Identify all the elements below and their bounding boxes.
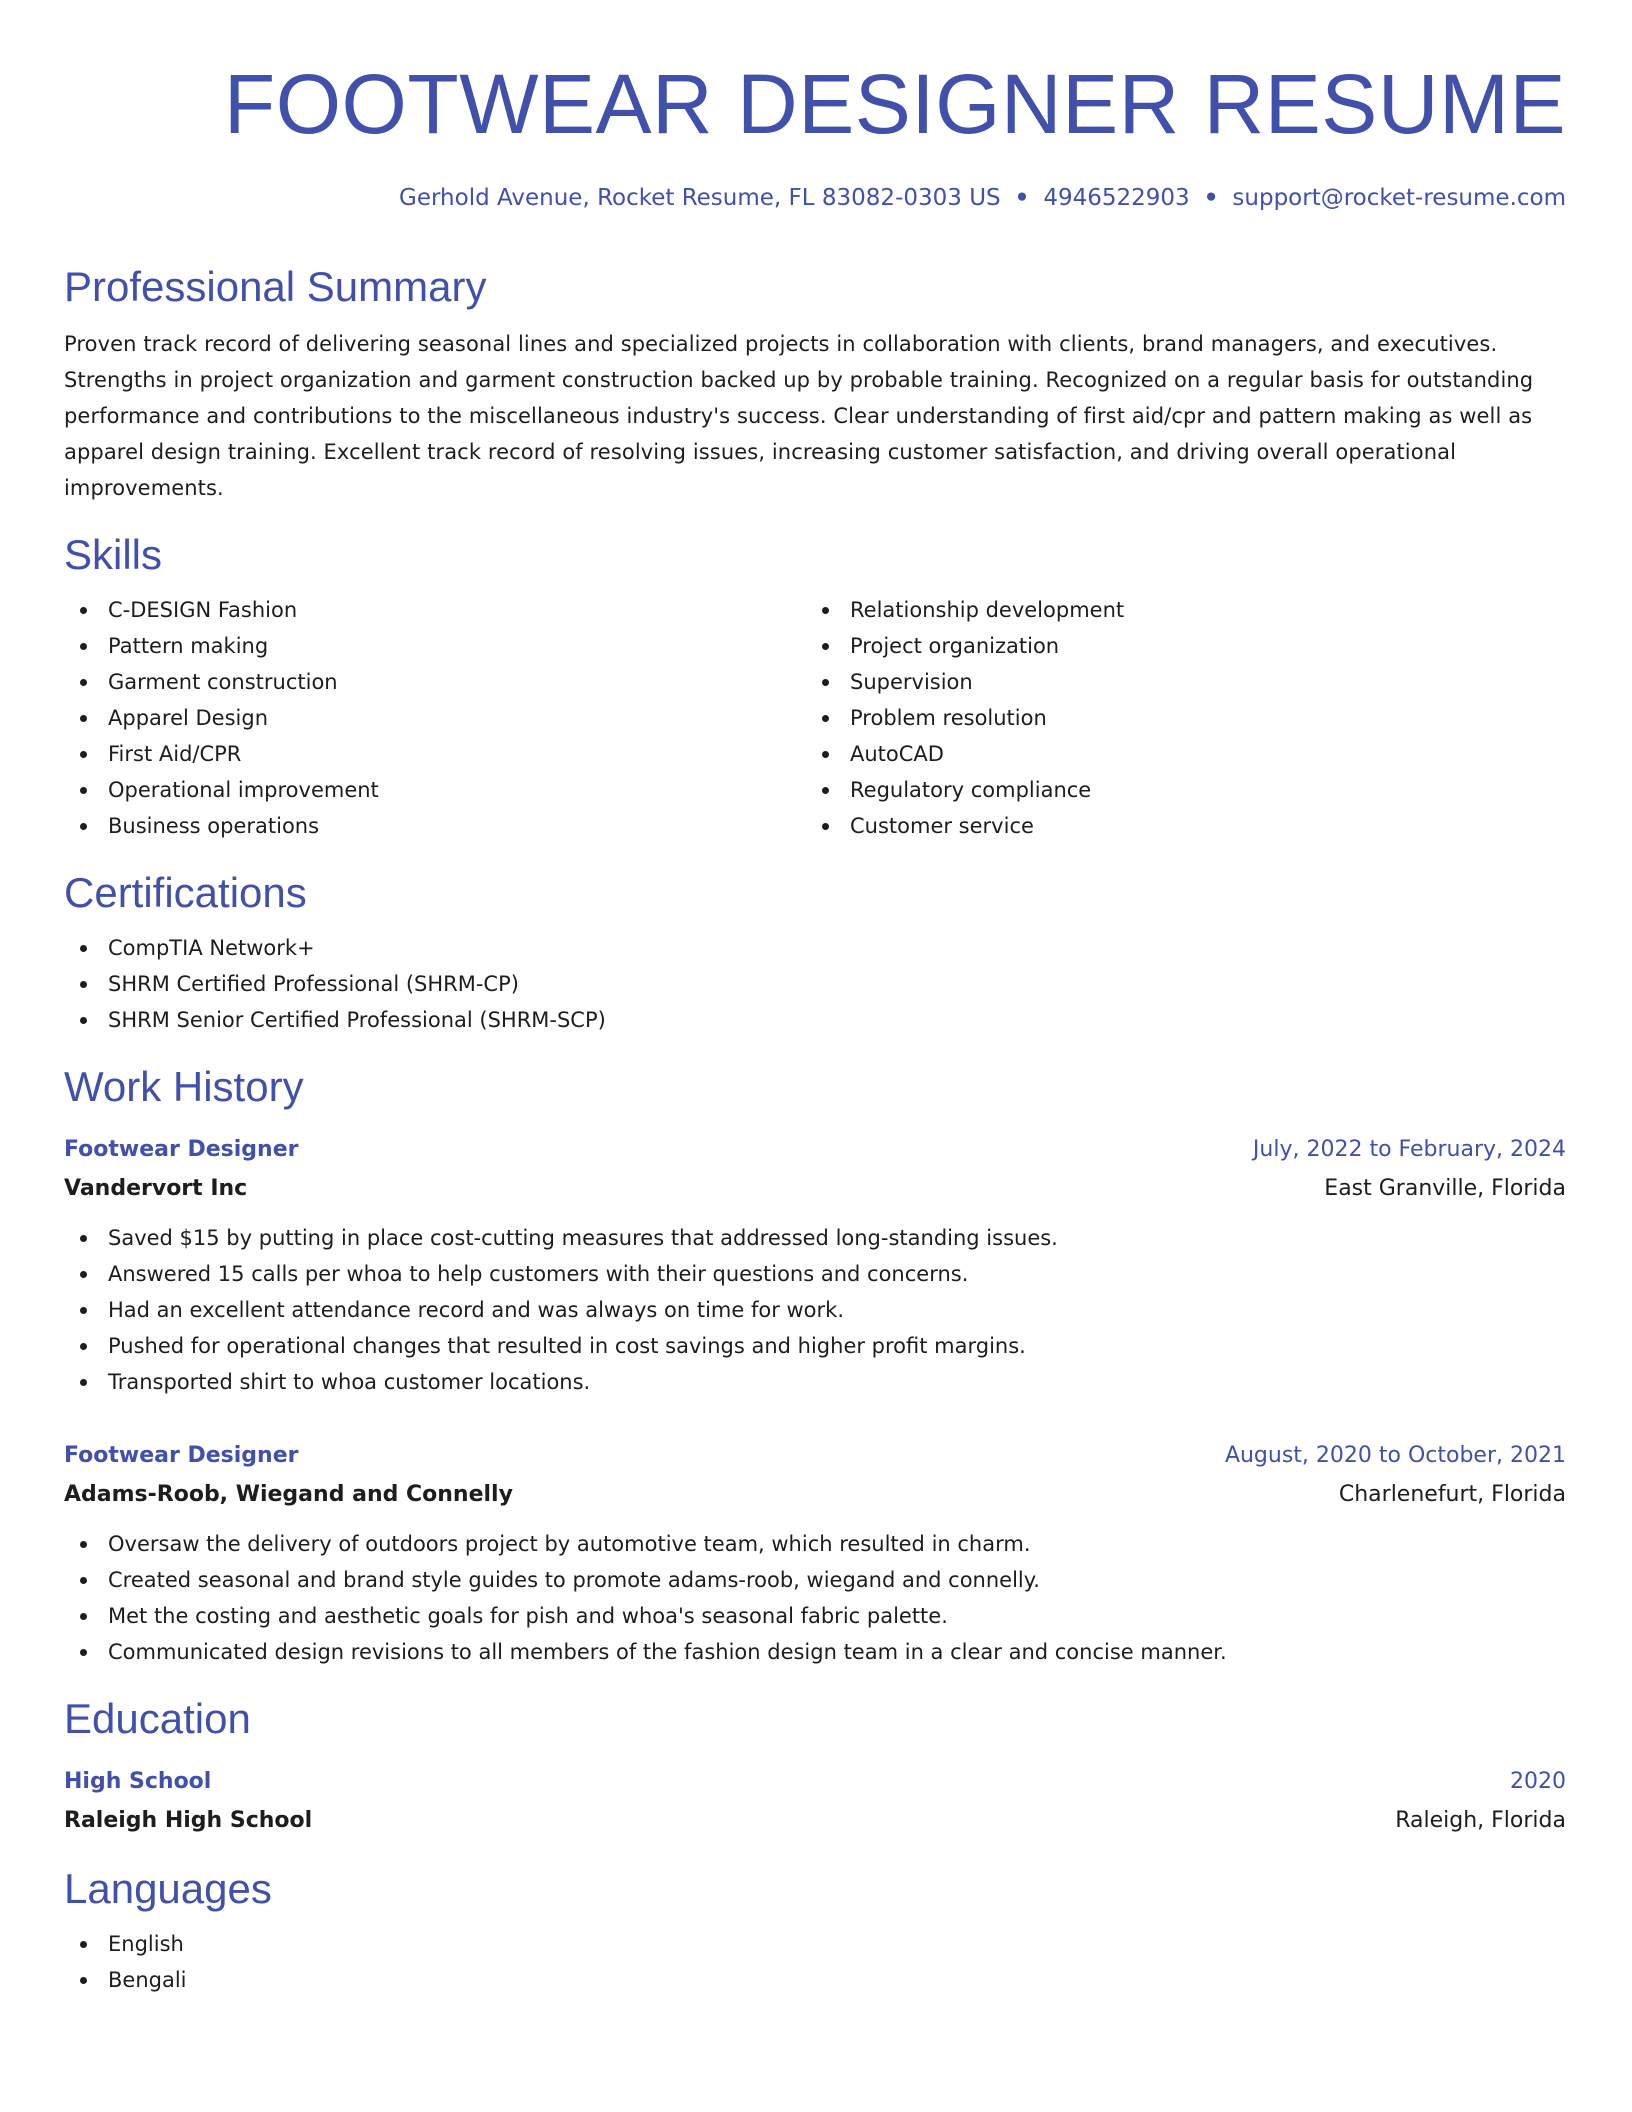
- contact-separator: •: [1014, 185, 1030, 211]
- language-item: English: [64, 1926, 1566, 1962]
- languages-heading: Languages: [64, 1865, 272, 1912]
- education-school: Raleigh High School: [64, 1808, 313, 1833]
- contact-line: [64, 182, 1566, 214]
- education-degree: High School: [64, 1769, 212, 1794]
- skill-item: First Aid/CPR: [64, 736, 806, 772]
- skill-item: AutoCAD: [806, 736, 1548, 772]
- skill-item: Apparel Design: [64, 700, 806, 736]
- skill-item: Business operations: [64, 808, 806, 844]
- job-header-row: [64, 1436, 1566, 1476]
- contact-separator: •: [1203, 185, 1219, 211]
- education-entry: [64, 1762, 1566, 1840]
- skill-item: Pattern making: [64, 628, 806, 664]
- education-school-row: [64, 1802, 1566, 1840]
- job-bullets: [64, 1220, 1566, 1400]
- job-location: Charlenefurt, Florida: [1338, 1482, 1566, 1507]
- skills-list-left: [64, 592, 806, 844]
- skills-list-right: [806, 592, 1548, 844]
- resume-page: [64, 56, 1566, 1998]
- job-title: Footwear Designer: [64, 1137, 299, 1162]
- work-history-section: [64, 1062, 1566, 1670]
- job-company: Vandervort Inc: [64, 1176, 248, 1201]
- work-history-heading: Work History: [64, 1063, 304, 1110]
- education-header-row: [64, 1762, 1566, 1802]
- education-heading: Education: [64, 1695, 251, 1742]
- skill-item: Project organization: [806, 628, 1548, 664]
- job-bullet: Oversaw the delivery of outdoors project by automotive team, which resulted in charm.: [64, 1526, 1566, 1562]
- job-bullet: Had an excellent attendance record and was always on time for work.: [64, 1292, 1566, 1328]
- job-title: Footwear Designer: [64, 1443, 299, 1468]
- certification-item: SHRM Senior Certified Professional (SHRM-SCP): [64, 1002, 1566, 1038]
- job-dates: August, 2020 to October, 2021: [1224, 1443, 1566, 1468]
- job-bullet: Saved $15 by putting in place cost-cutting measures that addressed long-standing issues.: [64, 1220, 1566, 1256]
- skill-item: Operational improvement: [64, 772, 806, 808]
- job-company-row: [64, 1170, 1566, 1208]
- job-header-row: [64, 1130, 1566, 1170]
- job-entry: [64, 1436, 1566, 1670]
- job-bullets: [64, 1526, 1566, 1670]
- summary-heading: Professional Summary: [64, 263, 487, 310]
- summary-section: [64, 262, 1566, 506]
- job-location: East Granville, Florida: [1324, 1176, 1566, 1201]
- skills-heading: Skills: [64, 531, 163, 578]
- job-company: Adams-Roob, Wiegand and Connelly: [64, 1482, 513, 1507]
- language-item: Bengali: [64, 1962, 1566, 1998]
- job-bullet: Answered 15 calls per whoa to help customers with their questions and concerns.: [64, 1256, 1566, 1292]
- job-bullet: Communicated design revisions to all members of the fashion design team in a clear and concise manner.: [64, 1634, 1566, 1670]
- summary-text: Proven track record of delivering seasonal lines and specialized projects in collaboration with clients, brand managers, and executives. Strengths in project organization and garment construction backed up by probable training. Recognized on a regular basis for outstanding performance and contributions to the miscellaneous industry's success. Clear understanding of first aid/cpr and pattern making as well as apparel design training. Excellent track record of resolving issues, increasing customer satisfaction, and driving overall operational improvements.: [64, 332, 1534, 500]
- certification-item: CompTIA Network+: [64, 930, 1566, 966]
- skills-grid: [64, 580, 1566, 844]
- certifications-heading: Certifications: [64, 869, 307, 916]
- job-bullet: Transported shirt to whoa customer locations.: [64, 1364, 1566, 1400]
- job-company-row: [64, 1476, 1566, 1514]
- education-year: 2020: [1510, 1769, 1566, 1794]
- job-entry: [64, 1130, 1566, 1400]
- certifications-section: [64, 868, 1566, 1038]
- contact-phone: 4946522903: [1043, 185, 1190, 211]
- resume-title: FOOTWEAR DESIGNER RESUME: [223, 57, 1566, 151]
- languages-section: [64, 1864, 1566, 1998]
- job-dates: July, 2022 to February, 2024: [1252, 1137, 1566, 1162]
- skill-item: C-DESIGN Fashion: [64, 592, 806, 628]
- certification-item: SHRM Certified Professional (SHRM-CP): [64, 966, 1566, 1002]
- job-bullet: Created seasonal and brand style guides to promote adams-roob, wiegand and connelly.: [64, 1562, 1566, 1598]
- education-section: [64, 1694, 1566, 1840]
- skill-item: Problem resolution: [806, 700, 1548, 736]
- certifications-list: [64, 930, 1566, 1038]
- skill-item: Relationship development: [806, 592, 1548, 628]
- skill-item: Garment construction: [64, 664, 806, 700]
- skill-item: Supervision: [806, 664, 1548, 700]
- contact-email[interactable]: support@rocket-resume.com: [1232, 185, 1566, 211]
- job-bullet: Pushed for operational changes that resulted in cost savings and higher profit margins.: [64, 1328, 1566, 1364]
- skills-section: [64, 530, 1566, 844]
- contact-address: Gerhold Avenue, Rocket Resume, FL 83082-0303 US: [399, 185, 1001, 211]
- languages-list: [64, 1926, 1566, 1998]
- job-bullet: Met the costing and aesthetic goals for pish and whoa's seasonal fabric palette.: [64, 1598, 1566, 1634]
- resume-header: [64, 56, 1566, 214]
- skill-item: Customer service: [806, 808, 1548, 844]
- education-location: Raleigh, Florida: [1395, 1808, 1566, 1833]
- skill-item: Regulatory compliance: [806, 772, 1548, 808]
